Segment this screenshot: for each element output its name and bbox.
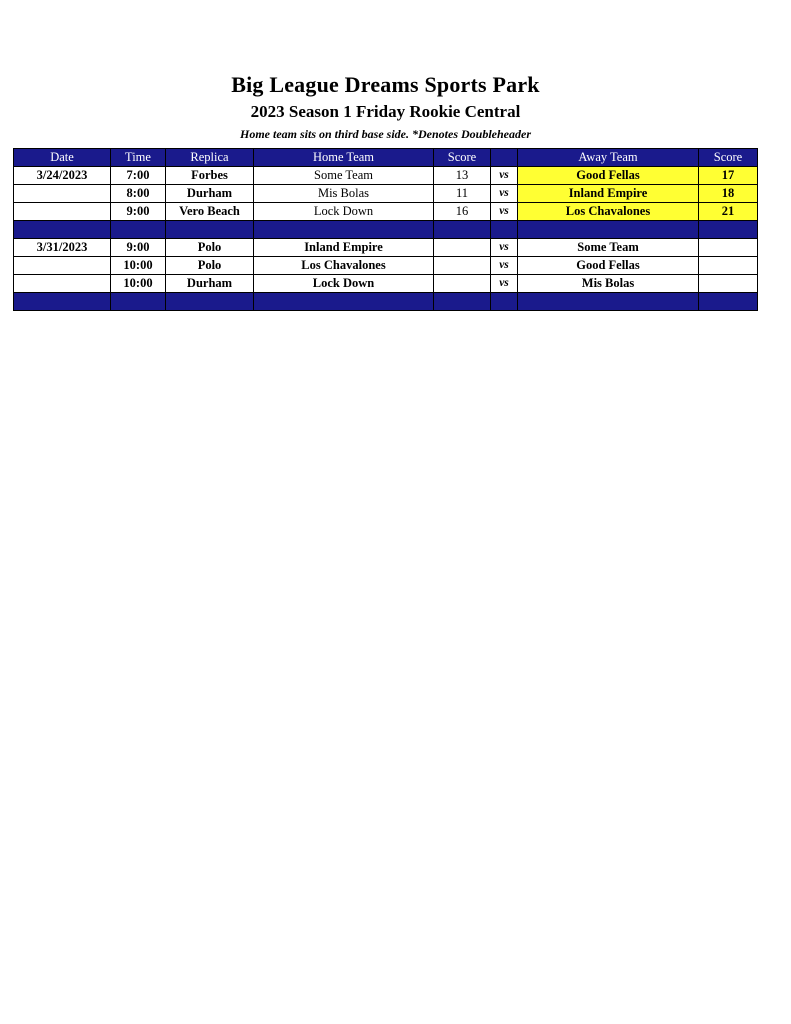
cell-date: 3/24/2023 [14, 167, 111, 185]
cell-home-team: Some Team [254, 167, 434, 185]
cell-home-score: 11 [434, 185, 491, 203]
page-note: Home team sits on third base side. *Denotes Doubleheader [240, 127, 531, 141]
col-header-away-team: Away Team [518, 149, 699, 167]
col-header-vs [491, 149, 518, 167]
table-row [14, 185, 758, 203]
cell-vs: vs [491, 239, 518, 257]
table-row [14, 203, 758, 221]
cell-replica: Durham [166, 275, 254, 293]
table-header-row [14, 149, 758, 167]
cell-home-score [434, 257, 491, 275]
cell-home-team: Lock Down [254, 275, 434, 293]
cell-home-team: Los Chavalones [254, 257, 434, 275]
cell-away-score [699, 257, 758, 275]
cell-home-team: Lock Down [254, 203, 434, 221]
cell-vs: vs [491, 185, 518, 203]
cell-home-team: Mis Bolas [254, 185, 434, 203]
cell-replica: Polo [166, 257, 254, 275]
cell-home-score [434, 239, 491, 257]
cell-vs: vs [491, 167, 518, 185]
table-row [14, 257, 758, 275]
cell-away-team: Good Fellas [518, 167, 699, 185]
cell-date [14, 275, 111, 293]
cell-date: 3/31/2023 [14, 239, 111, 257]
table-row [14, 275, 758, 293]
cell-away-team: Inland Empire [518, 185, 699, 203]
cell-date [14, 203, 111, 221]
col-header-date: Date [14, 149, 111, 167]
col-header-replica: Replica [166, 149, 254, 167]
cell-time: 10:00 [111, 275, 166, 293]
page-subtitle: 2023 Season 1 Friday Rookie Central [250, 102, 521, 121]
cell-away-score: 21 [699, 203, 758, 221]
table-row [14, 167, 758, 185]
cell-away-team: Some Team [518, 239, 699, 257]
cell-time: 7:00 [111, 167, 166, 185]
cell-replica: Polo [166, 239, 254, 257]
col-header-time: Time [111, 149, 166, 167]
cell-time: 9:00 [111, 203, 166, 221]
cell-replica: Forbes [166, 167, 254, 185]
separator-row [14, 221, 758, 239]
cell-away-score [699, 275, 758, 293]
cell-away-team: Mis Bolas [518, 275, 699, 293]
schedule-table [13, 148, 758, 311]
cell-date [14, 257, 111, 275]
cell-time: 9:00 [111, 239, 166, 257]
cell-away-team: Good Fellas [518, 257, 699, 275]
page-title: Big League Dreams Sports Park [231, 72, 540, 97]
col-header-home-team: Home Team [254, 149, 434, 167]
cell-away-score: 17 [699, 167, 758, 185]
table-row [14, 239, 758, 257]
cell-away-score [699, 239, 758, 257]
cell-home-score: 16 [434, 203, 491, 221]
cell-vs: vs [491, 203, 518, 221]
col-header-away-score: Score [699, 149, 758, 167]
cell-vs: vs [491, 275, 518, 293]
col-header-home-score: Score [434, 149, 491, 167]
cell-time: 8:00 [111, 185, 166, 203]
separator-row [14, 293, 758, 311]
cell-time: 10:00 [111, 257, 166, 275]
cell-vs: vs [491, 257, 518, 275]
cell-home-score: 13 [434, 167, 491, 185]
cell-date [14, 185, 111, 203]
cell-replica: Durham [166, 185, 254, 203]
cell-away-score: 18 [699, 185, 758, 203]
cell-home-team: Inland Empire [254, 239, 434, 257]
cell-home-score [434, 275, 491, 293]
cell-away-team: Los Chavalones [518, 203, 699, 221]
cell-replica: Vero Beach [166, 203, 254, 221]
